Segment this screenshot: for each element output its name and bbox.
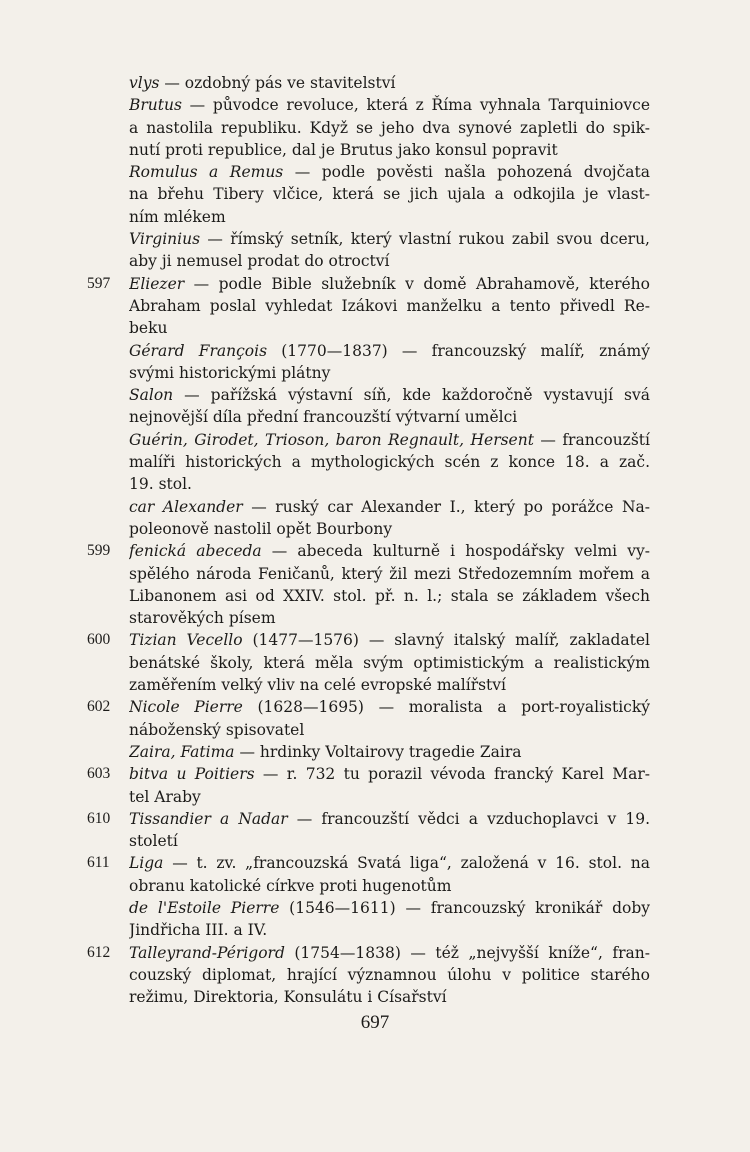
entry-line: nutí proti republice, dal je Brutus jako konsul popravit <box>129 140 558 159</box>
source-page-ref: 603 <box>87 765 111 783</box>
entry-term: vlys <box>129 74 160 92</box>
entry-line: Guérin, Girodet, Trioson, baron Regnault, Hersent — francouzští <box>129 430 650 449</box>
entry-term: bitva u Poitiers <box>129 765 255 784</box>
entry-term: Tizian Vecello <box>129 631 243 650</box>
entry-term: Liga <box>129 854 164 873</box>
glossary-entry <box>0 384 750 429</box>
entry-line: Tissandier a Nadar — francouzští vědci a vzduchoplavci v 19. <box>129 809 650 828</box>
entry-line: bitva u Poitiers — r. 732 tu porazil vévoda francký Karel Mar- <box>129 765 650 784</box>
glossary-entry <box>0 496 750 541</box>
source-page-ref: 610 <box>87 809 111 827</box>
entry-line: poleonově nastolil opět Bourbony <box>129 519 393 538</box>
entry-line: náboženský spisovatel <box>129 720 305 739</box>
source-page-ref: 612 <box>87 943 111 961</box>
entry-line: Tizian Vecello (1477—1576) — slavný italský malíř, zakladatel <box>129 631 650 650</box>
entry-line: režimu, Direktoria, Konsulátu i Císařství <box>129 988 447 1007</box>
entry-line: Zaira, Fatima — hrdinky Voltairovy tragedie Zaira <box>129 742 522 761</box>
entry-term: Nicole Pierre <box>129 698 243 717</box>
entry-line: Salon — pařížská výstavní síň, kde každoročně vystavují svá <box>129 386 650 405</box>
source-page-ref: 602 <box>87 698 111 716</box>
entry-line: couzský diplomat, hrající významnou úlohu v politice starého <box>129 965 650 984</box>
entry-line: Virginius — římský setník, který vlastní rukou zabil svou dceru, <box>129 230 650 249</box>
entry-line: beku <box>129 319 168 338</box>
entry-line: a nastolila republiku. Když se jeho dva synové zapletli do spik- <box>129 118 650 137</box>
entry-term: Virginius <box>129 230 201 249</box>
entry-line: svými historickými plátny <box>129 363 331 382</box>
entry-term: Romulus a Remus <box>129 163 284 182</box>
entry-term: Tissandier a Nadar <box>129 809 288 828</box>
entry-line: Nicole Pierre (1628—1695) — moralista a port-royalistický <box>129 698 650 717</box>
entry-line: století <box>129 832 178 851</box>
entry-line: Romulus a Remus — podle pověsti našla pohozená dvojčata <box>129 163 650 182</box>
entry-term: car Alexander <box>129 497 243 516</box>
entry-line: aby ji nemusel prodat do otroctví <box>129 252 390 271</box>
page-number: 697 <box>360 1012 390 1033</box>
entry-term: Brutus <box>129 96 182 115</box>
glossary-entry <box>0 94 750 161</box>
entry-line: vlys — ozdobný pás ve stavitelství <box>129 74 396 92</box>
glossary-entry <box>0 942 750 1009</box>
entry-line: starověkých písem <box>129 609 276 628</box>
entry-line: de l'Estoile Pierre (1546—1611) — francouzský kronikář doby <box>129 898 650 917</box>
entry-line: nejnovější díla přední francouzští výtvarní umělci <box>129 408 518 427</box>
entry-term: Zaira, Fatima <box>129 742 235 761</box>
glossary-entry <box>0 808 750 853</box>
source-page-ref: 600 <box>87 631 111 649</box>
entry-line: zaměřením velký vliv na celé evropské malířství <box>129 676 507 695</box>
entry-line: Abraham poslal vyhledat Izákovi manželku a tento přivedl Re- <box>129 296 650 315</box>
source-page-ref: 599 <box>87 542 111 560</box>
glossary-entry <box>0 763 750 808</box>
entry-term: Gérard François <box>129 341 268 360</box>
glossary-entry <box>0 228 750 273</box>
entry-line: Talleyrand-Périgord (1754—1838) — též „nejvyšší kníže“, fran- <box>129 943 650 962</box>
glossary-entry <box>0 161 750 228</box>
entry-term: Talleyrand-Périgord <box>129 943 285 962</box>
glossary-entry <box>0 429 750 496</box>
entry-term: de l'Estoile Pierre <box>129 898 280 917</box>
entry-line: 19. stol. <box>129 475 192 494</box>
source-page-ref: 597 <box>87 274 111 292</box>
glossary-entry <box>0 340 750 385</box>
entry-line: car Alexander — ruský car Alexander I., který po porážce Na- <box>129 497 650 516</box>
entry-line: fenická abeceda — abeceda kulturně i hospodářsky velmi vy- <box>129 542 650 561</box>
entry-line: spělého národa Feničanů, který žil mezi Středozemním mořem a <box>129 564 650 583</box>
entry-term: Salon <box>129 386 174 405</box>
glossary-entry <box>0 741 750 763</box>
entry-line: Gérard François (1770—1837) — francouzský malíř, známý <box>129 341 650 360</box>
entry-line: na břehu Tibery vlčice, která se jich ujala a odkojila je vlast- <box>129 185 650 204</box>
entry-term: Guérin, Girodet, Trioson, baron Regnault, Hersent <box>129 430 534 449</box>
entry-line: ním mlékem <box>129 207 226 226</box>
entry-line: Jindřicha III. a IV. <box>129 921 268 940</box>
glossary-entry <box>0 852 750 897</box>
glossary-entries <box>0 72 750 1008</box>
entry-line: malíři historických a mythologických scén z konce 18. a zač. <box>129 453 650 472</box>
entry-line: Brutus — původce revoluce, která z Říma vyhnala Tarquiniovce <box>129 96 650 115</box>
entry-line: benátské školy, která měla svým optimistickým a realistickým <box>129 653 650 672</box>
entry-line: Libanonem asi od XXIV. stol. př. n. l.; stala se základem všech <box>129 586 650 605</box>
entry-line: Liga — t. zv. „francouzská Svatá liga“, založená v 16. stol. na <box>129 854 650 873</box>
glossary-entry <box>0 696 750 741</box>
entry-line: tel Araby <box>129 787 201 806</box>
entry-term: Eliezer <box>129 274 185 293</box>
glossary-entry <box>0 629 750 696</box>
source-page-ref: 611 <box>87 854 110 872</box>
entry-line: obranu katolické církve proti hugenotům <box>129 876 452 895</box>
entry-line: Eliezer — podle Bible služebník v domě Abrahamově, kterého <box>129 274 650 293</box>
glossary-entry <box>0 540 750 629</box>
entry-term: fenická abeceda <box>129 542 262 561</box>
glossary-entry <box>0 897 750 942</box>
glossary-entry <box>0 72 750 94</box>
glossary-entry <box>0 273 750 340</box>
